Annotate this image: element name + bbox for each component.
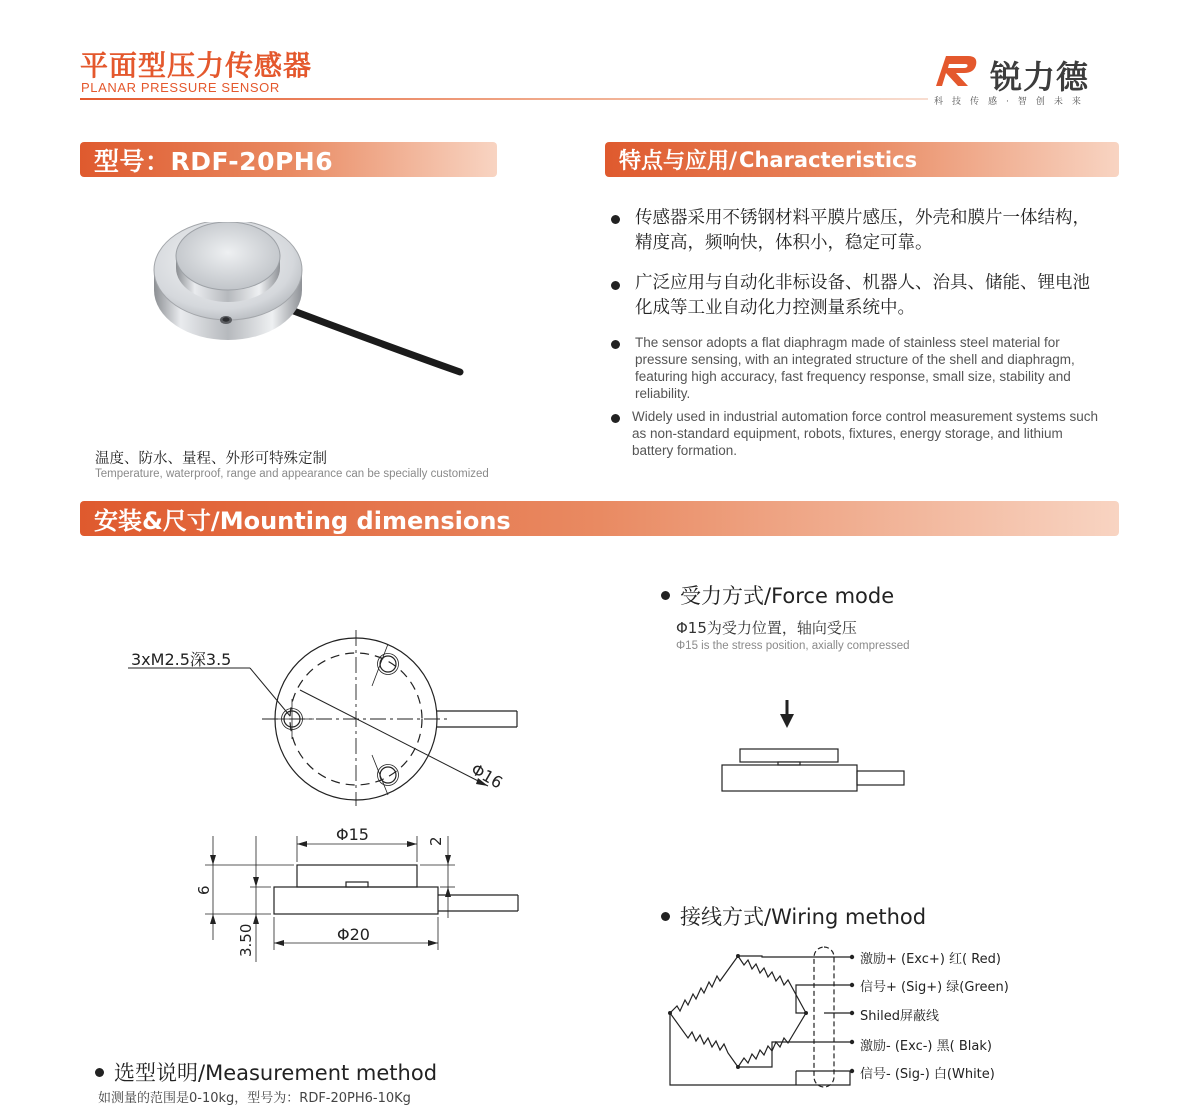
bullet-icon (95, 1068, 104, 1077)
brand-name: 锐力德 (990, 58, 1090, 96)
customization-text-en: Temperature, waterproof, range and appearance can be specially customized (95, 468, 489, 480)
page-subtitle: PLANAR PRESSURE SENSOR (81, 80, 280, 95)
wire-label-exc-plus: 激励+ (Exc+) 红( Red) (860, 952, 1001, 967)
bullet-icon (661, 912, 670, 921)
mounting-heading: 安装&尺寸/Mounting dimensions (94, 507, 511, 535)
wire-label-shield: Shiled屏蔽线 (860, 1009, 939, 1024)
wiring-title: 接线方式/Wiring method (680, 905, 927, 929)
force-mode-text-en: Φ15 is the stress position, axially compressed (676, 640, 910, 652)
height-2-label: 2 (427, 836, 445, 846)
model-label: 型号：RDF-20PH6 (94, 146, 334, 176)
feature-text: Widely used in industrial automation force control measurement systems such as non-standard equipment, robots, fixtures, energy storage, and lithium battery formation. (632, 409, 1098, 458)
force-mode-text-cn: Φ15为受力位置，轴向受压 (676, 619, 857, 637)
wiring-diagram (670, 947, 850, 1087)
height-350-label: 3.50 (237, 923, 255, 957)
wire-label-sig-minus: 信号- (Sig-) 白(White) (860, 1067, 995, 1082)
measurement-note: 如测量的范围是0-10kg，型号为：RDF-20PH6-10Kg (98, 1091, 411, 1106)
feature-text: 传感器采用不锈钢材料平膜片感压，外壳和膜片一体结构，精度高，频响快，体积小，稳定可靠。 (635, 208, 1090, 253)
holes-callout: 3xM2.5深3.5 (131, 650, 232, 669)
wire-label-exc-minus: 激励- (Exc-) 黑( Blak) (860, 1039, 992, 1054)
wire-label-sig-plus: 信号+ (Sig+) 绿(Green) (860, 980, 1009, 995)
dia15-label: Φ15 (336, 825, 369, 844)
measurement-title: 选型说明/Measurement method (114, 1061, 438, 1085)
force-mode-title: 受力方式/Force mode (680, 584, 895, 608)
characteristics-heading-cn: 特点与应用/ (619, 149, 738, 174)
measurement-heading (95, 1057, 437, 1087)
characteristics-heading-en: Characteristics (739, 147, 918, 172)
feature-text: The sensor adopts a flat diaphragm made of stainless steel material for pressure sensing, with an integrated structure of the shell and diaphragm, featuring high accuracy, fast frequency response, small size, stability and reliability. (635, 335, 1075, 401)
dia16-label: Φ16 (467, 759, 506, 793)
force-mode-drawing (722, 700, 904, 791)
customization-text-cn: 温度、防水、量程、外形可特殊定制 (95, 451, 327, 467)
brand-slogan: 科技传感·智创未来 (934, 97, 1090, 107)
height-6-label: 6 (195, 885, 213, 895)
dia20-label: Φ20 (337, 925, 370, 944)
force-mode-heading (661, 580, 894, 610)
bullet-icon (661, 591, 670, 600)
feature-text: 广泛应用与自动化非标设备、机器人、治具、储能、锂电池化成等工业自动化力控测量系统中。 (635, 273, 1090, 318)
wiring-heading (661, 901, 926, 931)
page-title: 平面型压力传感器 (80, 49, 313, 82)
